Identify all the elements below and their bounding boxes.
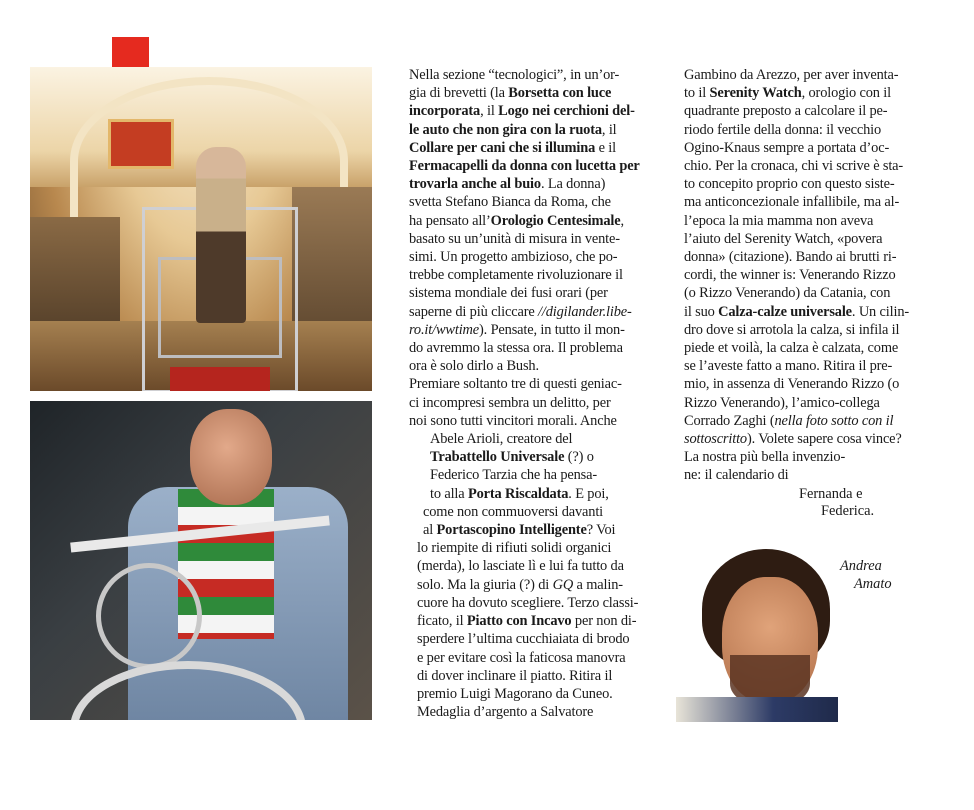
article-line: quadrante preposto a calcolare il pe- <box>684 103 888 120</box>
article-line: di dover inclinare il piatto. Ritira il <box>417 667 613 684</box>
article-line: chio. Per la cronaca, chi vi scrive è sta- <box>684 158 904 175</box>
article-line: Gambino da Arezzo, per aver inventa- <box>684 67 899 83</box>
article-line: saperne di più cliccare //digilander.libe- <box>409 303 632 320</box>
article-line: ci incompresi sembra un delitto, per <box>409 394 611 411</box>
article-line: cuore ha dovuto scegliere. Terzo classi- <box>417 594 639 611</box>
photo-red-base <box>170 367 270 391</box>
article-line: to concepito proprio con questo siste- <box>684 176 895 193</box>
article-line: cordi, the winner is: Venerando Rizzo <box>684 267 896 284</box>
article-line: al Portascopino Intelligente? Voi <box>423 522 616 539</box>
article-line: ora è solo dirlo a Bush. <box>409 358 539 375</box>
article-line: gia di brevetti (la Borsetta con luce <box>409 85 612 102</box>
article-line: Rizzo Venerando), l’amico-collega <box>684 394 880 411</box>
article-line: dro dove si arrotola la calza, si infila il <box>684 321 900 338</box>
article-line: sperdere l’ultima cucchiaiata di brodo <box>417 631 630 648</box>
photo-inventor-on-platform <box>30 67 372 391</box>
photo-caption <box>840 557 892 593</box>
article-line: donna» (citazione). Bando ai brutti ri- <box>684 249 897 266</box>
photo-man-on-bicycle <box>30 401 372 720</box>
article-column-right <box>684 66 950 485</box>
article-line: Corrado Zaghi (nella foto sotto con il <box>684 412 894 429</box>
photo-standing-man <box>196 147 246 323</box>
article-line: trebbe completamente rivoluzionare il <box>409 267 623 284</box>
article-line: Trabattello Universale (?) o <box>430 449 594 466</box>
article-line: il suo Calza-calze universale. Un cilin- <box>684 303 910 320</box>
article-line: ma anticoncezionale infallibile, ma al- <box>684 194 900 211</box>
photo-portrait-author <box>676 547 838 722</box>
article-line: to il Serenity Watch, orologio con il <box>684 85 891 102</box>
article-line: l’aiuto del Serenity Watch, «povera <box>684 230 883 247</box>
article-line: come non commuoversi davanti <box>423 503 604 520</box>
article-line: le auto che non gira con la ruota, il <box>409 121 617 138</box>
article-line: piede et voilà, la calza è calzata, come <box>684 340 899 357</box>
caption-line-2: Amato <box>854 576 892 592</box>
article-line: sottoscritto). Volete sapere cosa vince? <box>684 431 902 448</box>
article-line: premio Luigi Magorano da Cuneo. <box>417 685 613 702</box>
photo-shirt <box>676 697 838 722</box>
article-line: to alla Porta Riscaldata. E poi, <box>430 485 609 502</box>
article-line: Premiare soltanto tre di questi geniac- <box>409 376 622 393</box>
article-line: trovarla anche al buio. La donna) <box>409 176 606 193</box>
article-line: l’epoca la mia mamma non aveva <box>684 212 874 229</box>
article-line: noi sono tutti vincitori morali. Anche <box>409 412 617 429</box>
article-line: ha pensato all’Orologio Centesimale, <box>409 212 624 229</box>
article-line: solo. Ma la giuria (?) di GQ a malin- <box>417 576 623 593</box>
article-line: basato su un’unità di misura in vente- <box>409 230 620 247</box>
article-line: ro.it/wwtime). Pensate, in tutto il mon- <box>409 321 625 338</box>
article-line: Collare per cani che si illumina e il <box>409 139 616 156</box>
article-line: svetta Stefano Bianca da Roma, che <box>409 194 611 211</box>
photo-face <box>190 409 272 505</box>
article-line: riodo fertile della donna: il vecchio <box>684 121 882 138</box>
article-line: simi. Un progetto ambizioso, che po- <box>409 249 618 266</box>
article-line: e per evitare così la faticosa manovra <box>417 649 626 666</box>
caption-line-1: Andrea <box>840 558 882 574</box>
article-line: ne: il calendario di <box>684 467 789 484</box>
article-line: Fermacapelli da donna con lucetta per <box>409 158 640 175</box>
article-line: (merda), lo lasciate lì e lui fa tutto da <box>417 558 624 575</box>
article-line: sistema mondiale dei fusi orari (per <box>409 285 608 302</box>
article-line: La nostra più bella invenzio- <box>684 449 846 466</box>
photo-sign <box>108 119 174 169</box>
article-line: do avremmo la stessa ora. Il problema <box>409 340 623 357</box>
article-column-left <box>409 66 675 721</box>
article-line: mio, in assenza di Venerando Rizzo (o <box>684 376 900 393</box>
article-line: ficato, il Piatto con Incavo per non di- <box>417 613 637 630</box>
article-line: Ogino-Knaus sempre a portata d’oc- <box>684 139 890 156</box>
article-line: se l’aveste fatto a mano. Ritira il pre- <box>684 358 893 375</box>
signature-line-2: Federica. <box>821 503 875 519</box>
article-line: Medaglia d’argento a Salvatore <box>417 704 594 721</box>
article-line: Abele Arioli, creatore del <box>430 431 573 448</box>
article-line: Federico Tarzia che ha pensa- <box>430 467 597 484</box>
photo-chainring <box>96 563 202 669</box>
article-line: incorporata, il Logo nei cerchioni del- <box>409 103 635 120</box>
article-line: lo riempite di rifiuti solidi organici <box>417 540 612 557</box>
article-line: Nella sezione “tecnologici”, in un’or- <box>409 67 620 83</box>
signature-line-1: Fernanda e <box>799 486 863 502</box>
article-line: (o Rizzo Venerando) da Catania, con <box>684 285 891 302</box>
